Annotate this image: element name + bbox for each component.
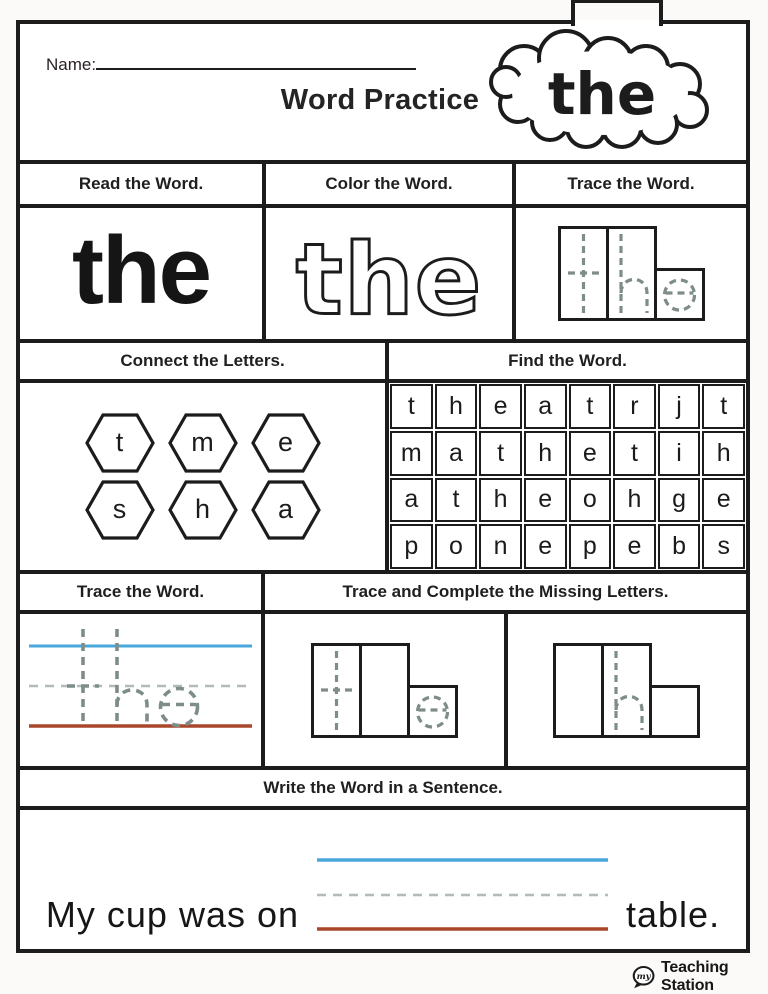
grid-letter: e	[613, 524, 656, 569]
top-content	[20, 208, 746, 343]
grid-letter: o	[435, 524, 478, 569]
hex-letter-text: h	[194, 493, 211, 524]
grid-letter: h	[613, 478, 656, 523]
page-title: Word Practice	[280, 84, 480, 116]
sentence-after-text: table.	[626, 894, 721, 935]
dashed-letter-e-icon	[410, 688, 455, 735]
grid-letter: a	[390, 478, 433, 523]
handwriting-lines-blank-graphic	[315, 855, 610, 933]
grid-letter: p	[390, 524, 433, 569]
outline-word-graphic	[276, 213, 502, 335]
color-word-cell	[262, 208, 512, 339]
complete-group-blank-h-blank	[504, 614, 747, 766]
dashed-letter-h-icon	[604, 646, 649, 735]
read-word-cell	[20, 208, 262, 339]
hex-letter-text: e	[277, 426, 294, 457]
empty-letter-box	[359, 643, 410, 738]
grid-letter: t	[613, 431, 656, 476]
empty-letter-box	[553, 643, 604, 738]
grid-letter: b	[658, 524, 701, 569]
grid-letter: h	[435, 384, 478, 429]
grid-letter: h	[524, 431, 567, 476]
dashed-word-the-icon	[67, 629, 198, 726]
find-word-section	[385, 343, 746, 570]
grid-letter: e	[479, 384, 522, 429]
dashed-letter-t-icon	[314, 646, 359, 735]
header-find-the-word: Find the Word.	[389, 343, 746, 383]
trace-box-e	[654, 268, 705, 321]
sentence-before-text: My cup was on	[45, 894, 300, 935]
trace-box-t	[311, 643, 362, 738]
grid-letter: e	[569, 431, 612, 476]
trace-word-boxes-cell	[512, 208, 746, 339]
trace-box-e	[407, 685, 458, 738]
grid-letter: t	[390, 384, 433, 429]
grid-letter: g	[658, 478, 701, 523]
grid-letter: t	[569, 384, 612, 429]
hexagon-letter	[167, 412, 239, 474]
grid-letter: j	[658, 384, 701, 429]
grid-letter: t	[435, 478, 478, 523]
hexagon-letter	[250, 479, 322, 541]
find-word-grid	[389, 383, 746, 570]
grid-letter: s	[702, 524, 745, 569]
header-read-the-word: Read the Word.	[78, 174, 204, 193]
trace-box-t	[558, 226, 609, 321]
hex-letter-text: a	[277, 493, 294, 524]
sentence-section	[20, 770, 746, 949]
trace-lines-content	[20, 614, 261, 766]
grid-letter: m	[390, 431, 433, 476]
complete-group-t-blank-e	[265, 614, 504, 766]
header-trace-the-word-2: Trace the Word.	[20, 574, 261, 614]
speech-bubble-icon	[632, 964, 656, 991]
grid-letter: t	[479, 431, 522, 476]
hexagon-letter	[84, 412, 156, 474]
dashed-letter-t-icon	[561, 229, 606, 318]
read-word-text: the	[72, 216, 210, 324]
trace-complete-content	[265, 614, 746, 766]
grid-letter: a	[524, 384, 567, 429]
grid-letter: r	[613, 384, 656, 429]
grid-letter: o	[569, 478, 612, 523]
grid-letter: n	[479, 524, 522, 569]
brand-prefix-text: my	[636, 971, 651, 982]
trace-box-h	[601, 643, 652, 738]
border-notch-right	[659, 0, 663, 26]
brand-text: Teaching Station	[661, 959, 729, 994]
name-blank-line	[96, 54, 416, 70]
trace-lines-section	[20, 574, 261, 766]
cloud-shape	[484, 26, 718, 150]
trace-complete-section	[261, 574, 746, 766]
border-notch-top	[571, 0, 663, 3]
dashed-letter-e-icon	[657, 271, 702, 318]
trace-section	[20, 574, 746, 770]
hex-letter-text: m	[191, 426, 214, 457]
connect-letters-section	[20, 343, 385, 570]
header-color-the-word: Color the Word.	[262, 164, 512, 204]
handwriting-lines-trace-graphic	[26, 616, 255, 764]
grid-letter: t	[702, 384, 745, 429]
name-label: Name:	[46, 55, 97, 74]
dashed-letter-h-icon	[609, 229, 654, 318]
header-connect-letters: Connect the Letters.	[20, 343, 385, 383]
grid-letter: i	[658, 431, 701, 476]
header-trace-the-word: Trace the Word.	[512, 164, 746, 204]
grid-letter: p	[569, 524, 612, 569]
worksheet-frame	[16, 20, 750, 953]
trace-box-group	[558, 226, 705, 321]
grid-letter: e	[524, 524, 567, 569]
grid-letter: e	[524, 478, 567, 523]
hex-letter-text: s	[112, 493, 127, 524]
grid-letter: h	[702, 431, 745, 476]
empty-letter-box	[649, 685, 700, 738]
connect-letters-content	[20, 383, 385, 570]
name-field	[46, 54, 416, 75]
grid-letter: e	[702, 478, 745, 523]
header-write-sentence: Write the Word in a Sentence.	[20, 770, 746, 810]
header-trace-and-complete: Trace and Complete the Missing Letters.	[265, 574, 746, 614]
grid-letter: h	[479, 478, 522, 523]
teaching-station-logo	[632, 959, 768, 994]
sentence-content	[20, 810, 746, 949]
color-word-text: the	[295, 222, 483, 335]
hex-letter-text: t	[115, 426, 124, 457]
middle-section	[20, 343, 746, 574]
hexagon-letter	[250, 412, 322, 474]
border-notch-left	[571, 0, 575, 26]
cloud-word-text: the	[547, 60, 657, 128]
top-headers	[20, 164, 746, 208]
hexagon-letter	[84, 479, 156, 541]
trace-box-h	[606, 226, 657, 321]
border-notch	[575, 20, 661, 25]
hexagon-letter	[167, 479, 239, 541]
grid-letter: a	[435, 431, 478, 476]
